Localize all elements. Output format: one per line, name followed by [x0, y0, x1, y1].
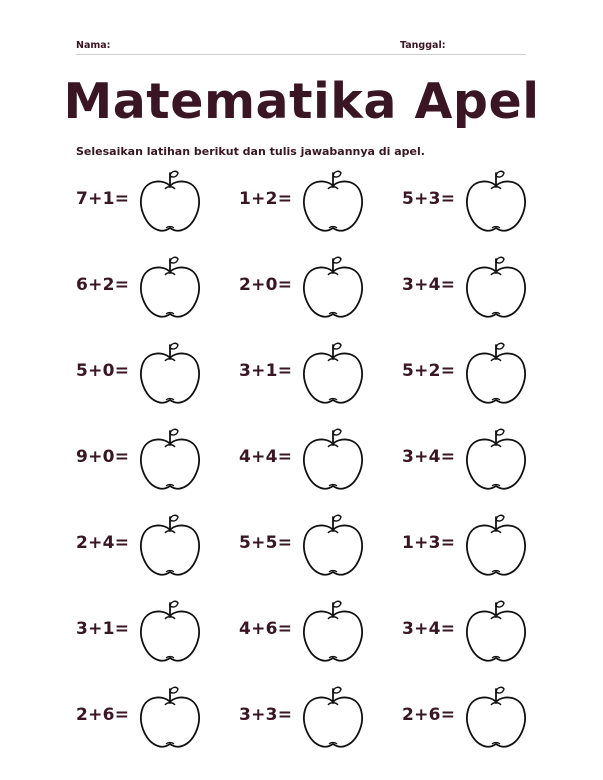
apple-answer-icon[interactable] [464, 426, 528, 492]
problem-item [402, 598, 562, 668]
problem-item [239, 168, 399, 238]
problem-equation: 3+4= [402, 619, 456, 639]
problem-item [402, 684, 562, 754]
problem-item [402, 426, 562, 496]
header-row [76, 40, 526, 55]
apple-answer-icon[interactable] [464, 254, 528, 320]
apple-answer-icon[interactable] [301, 684, 365, 750]
instructions-text: Selesaikan latihan berikut dan tulis jawabannya di apel. [76, 145, 425, 158]
apple-answer-icon[interactable] [138, 254, 202, 320]
problem-equation: 7+1= [76, 189, 130, 209]
problem-equation: 3+4= [402, 447, 456, 467]
problem-equation: 5+5= [239, 533, 293, 553]
problem-equation: 3+1= [239, 361, 293, 381]
apple-answer-icon[interactable] [301, 254, 365, 320]
apple-answer-icon[interactable] [301, 426, 365, 492]
problem-item [402, 168, 562, 238]
worksheet-title: Matematika Apel [63, 73, 540, 130]
problem-item [76, 684, 236, 754]
problem-item [76, 426, 236, 496]
problem-equation: 1+2= [239, 189, 293, 209]
apple-answer-icon[interactable] [464, 598, 528, 664]
problem-equation: 3+3= [239, 705, 293, 725]
problem-item [239, 340, 399, 410]
apple-answer-icon[interactable] [138, 684, 202, 750]
problem-equation: 2+0= [239, 275, 293, 295]
problem-item [76, 512, 236, 582]
apple-answer-icon[interactable] [301, 168, 365, 234]
problem-item [239, 426, 399, 496]
problem-equation: 5+3= [402, 189, 456, 209]
problem-item [76, 254, 236, 324]
problem-equation: 2+4= [76, 533, 130, 553]
problem-equation: 1+3= [402, 533, 456, 553]
problem-item [76, 168, 236, 238]
problem-item [239, 684, 399, 754]
problem-item [76, 340, 236, 410]
apple-answer-icon[interactable] [464, 340, 528, 406]
problem-item [402, 512, 562, 582]
apple-answer-icon[interactable] [464, 684, 528, 750]
apple-answer-icon[interactable] [138, 426, 202, 492]
problem-equation: 9+0= [76, 447, 130, 467]
problem-equation: 4+6= [239, 619, 293, 639]
problem-equation: 4+4= [239, 447, 293, 467]
apple-answer-icon[interactable] [464, 512, 528, 578]
problem-equation: 2+6= [76, 705, 130, 725]
problem-equation: 5+2= [402, 361, 456, 381]
problem-item [76, 598, 236, 668]
problem-item [239, 598, 399, 668]
apple-answer-icon[interactable] [138, 340, 202, 406]
problem-item [402, 340, 562, 410]
name-label: Nama: [76, 40, 111, 51]
apple-answer-icon[interactable] [301, 598, 365, 664]
problem-item [239, 254, 399, 324]
problem-equation: 3+1= [76, 619, 130, 639]
problem-item [239, 512, 399, 582]
problem-equation: 6+2= [76, 275, 130, 295]
problem-item [402, 254, 562, 324]
problem-equation: 2+6= [402, 705, 456, 725]
apple-answer-icon[interactable] [138, 168, 202, 234]
problem-equation: 3+4= [402, 275, 456, 295]
apple-answer-icon[interactable] [138, 512, 202, 578]
apple-answer-icon[interactable] [301, 512, 365, 578]
apple-answer-icon[interactable] [301, 340, 365, 406]
date-label: Tanggal: [400, 40, 446, 51]
apple-answer-icon[interactable] [138, 598, 202, 664]
apple-answer-icon[interactable] [464, 168, 528, 234]
problem-equation: 5+0= [76, 361, 130, 381]
